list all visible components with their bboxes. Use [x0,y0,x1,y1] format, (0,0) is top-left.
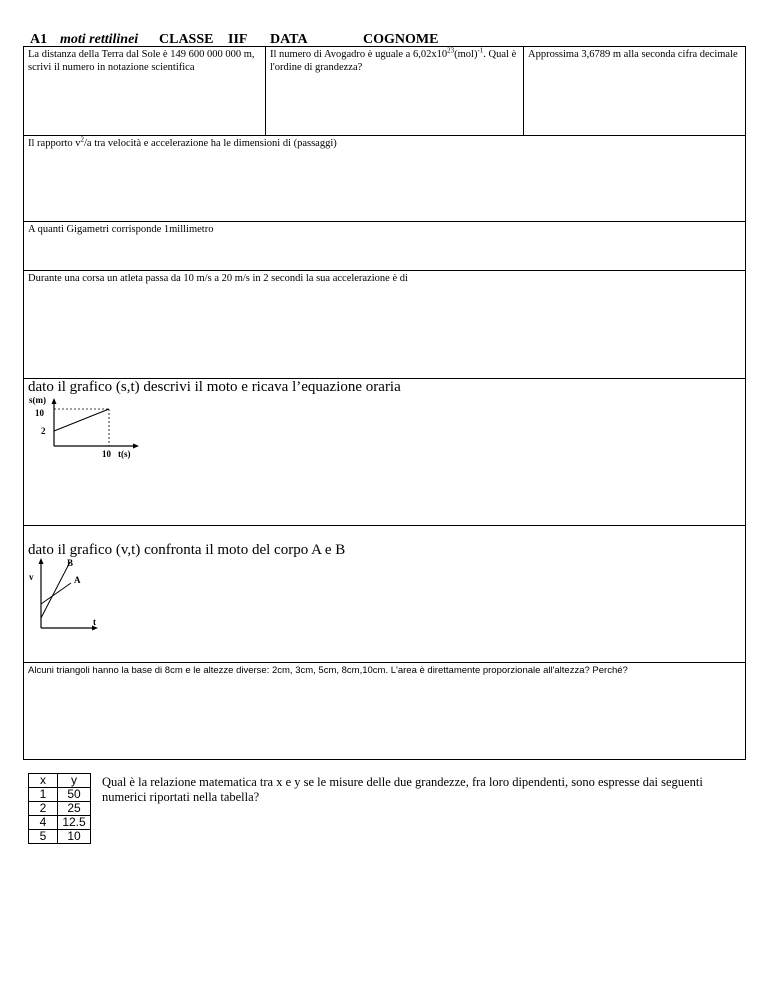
st-y-axis-label: s(m) [29,397,46,405]
header-code: A1 [30,32,48,47]
header-cognome: COGNOME [363,32,439,47]
st-graph [28,397,148,459]
vt-line-a [41,583,71,604]
question-8-box [23,525,746,663]
table-row [29,802,91,816]
xy-table [28,773,91,844]
question-9: Alcuni triangoli hanno la base di 8cm e le altezze diverse: 2cm, 3cm, 5cm, 8cm,10cm. L'area è direttamente proporzionale all'altezza? Perché? [23,662,746,760]
header-classe-value: IIF [228,32,248,47]
st-x-tick: 10 [102,449,111,459]
question-2 [265,47,523,135]
table-cell-y: 12.5 [58,816,91,830]
question-4-exponent: 2 [80,135,84,144]
table-cell-y: 10 [58,830,91,844]
table-cell-x: 2 [29,802,58,816]
st-y-tick-top: 10 [35,408,44,418]
question-6: Durante una corsa un atleta passa da 10 m/s a 20 m/s in 2 secondi la sua accelerazione è di [23,270,746,379]
table-cell-x: 5 [29,830,58,844]
vt-line-b [41,562,70,618]
question-2-text-end: . Qual è l'ordine di grandezza? [270,49,517,73]
vt-graph [27,558,107,632]
table-row [29,788,91,802]
question-2-unit-exponent: -1 [477,46,484,55]
table-cell-x: 1 [29,788,58,802]
table-header-y: y [58,774,91,788]
question-5: A quanti Gigametri corrisponde 1millimetro [23,221,746,271]
question-2-text: Il numero di Avogadro è uguale a 6,02x10 [270,49,448,60]
vt-label-b: B [67,558,74,568]
table-row [29,830,91,844]
st-line [54,409,109,431]
vt-y-axis-label: v [29,572,34,582]
question-row-1 [23,46,746,136]
vt-label-a: A [74,575,81,585]
header-classe: CLASSE [159,32,214,47]
st-x-axis-label: t(s) [118,449,131,459]
question-10: Qual è la relazione matematica tra x e y se le misure delle due grandezze, fra loro dipendenti, sono espresse dai seguenti numerici riportati nella tabella? [102,775,703,804]
question-4 [23,135,746,222]
table-header-x: x [29,774,58,788]
question-7-box [23,378,746,526]
header-data: DATA [270,32,308,47]
question-8: dato il grafico (v,t) confronta il moto del corpo A e B [28,542,346,558]
question-4-text-end: /a tra velocità e accelerazione ha le dimensioni di (passaggi) [84,138,337,149]
table-header-row [29,774,91,788]
question-7: dato il grafico (s,t) descrivi il moto e ricava l’equazione oraria [28,379,401,395]
table-cell-x: 4 [29,816,58,830]
vt-x-axis-label: t [93,617,96,627]
table-cell-y: 50 [58,788,91,802]
st-x-arrow-icon [133,444,139,449]
question-4-text: Il rapporto v [28,138,81,149]
question-1: La distanza della Terra dal Sole è 149 600 000 000 m, scrivi il numero in notazione scientifica [28,49,255,73]
st-y-arrow-icon [52,398,57,404]
question-3: Approssima 3,6789 m alla seconda cifra decimale [523,47,745,135]
table-cell-y: 25 [58,802,91,816]
st-y-tick-bottom: 2 [41,426,46,436]
vt-y-arrow-icon [39,558,44,564]
table-row [29,816,91,830]
header-topic: moti rettilinei [60,32,139,47]
question-2-unit: (mol) [454,49,478,60]
question-2-exponent: 23 [447,46,455,55]
